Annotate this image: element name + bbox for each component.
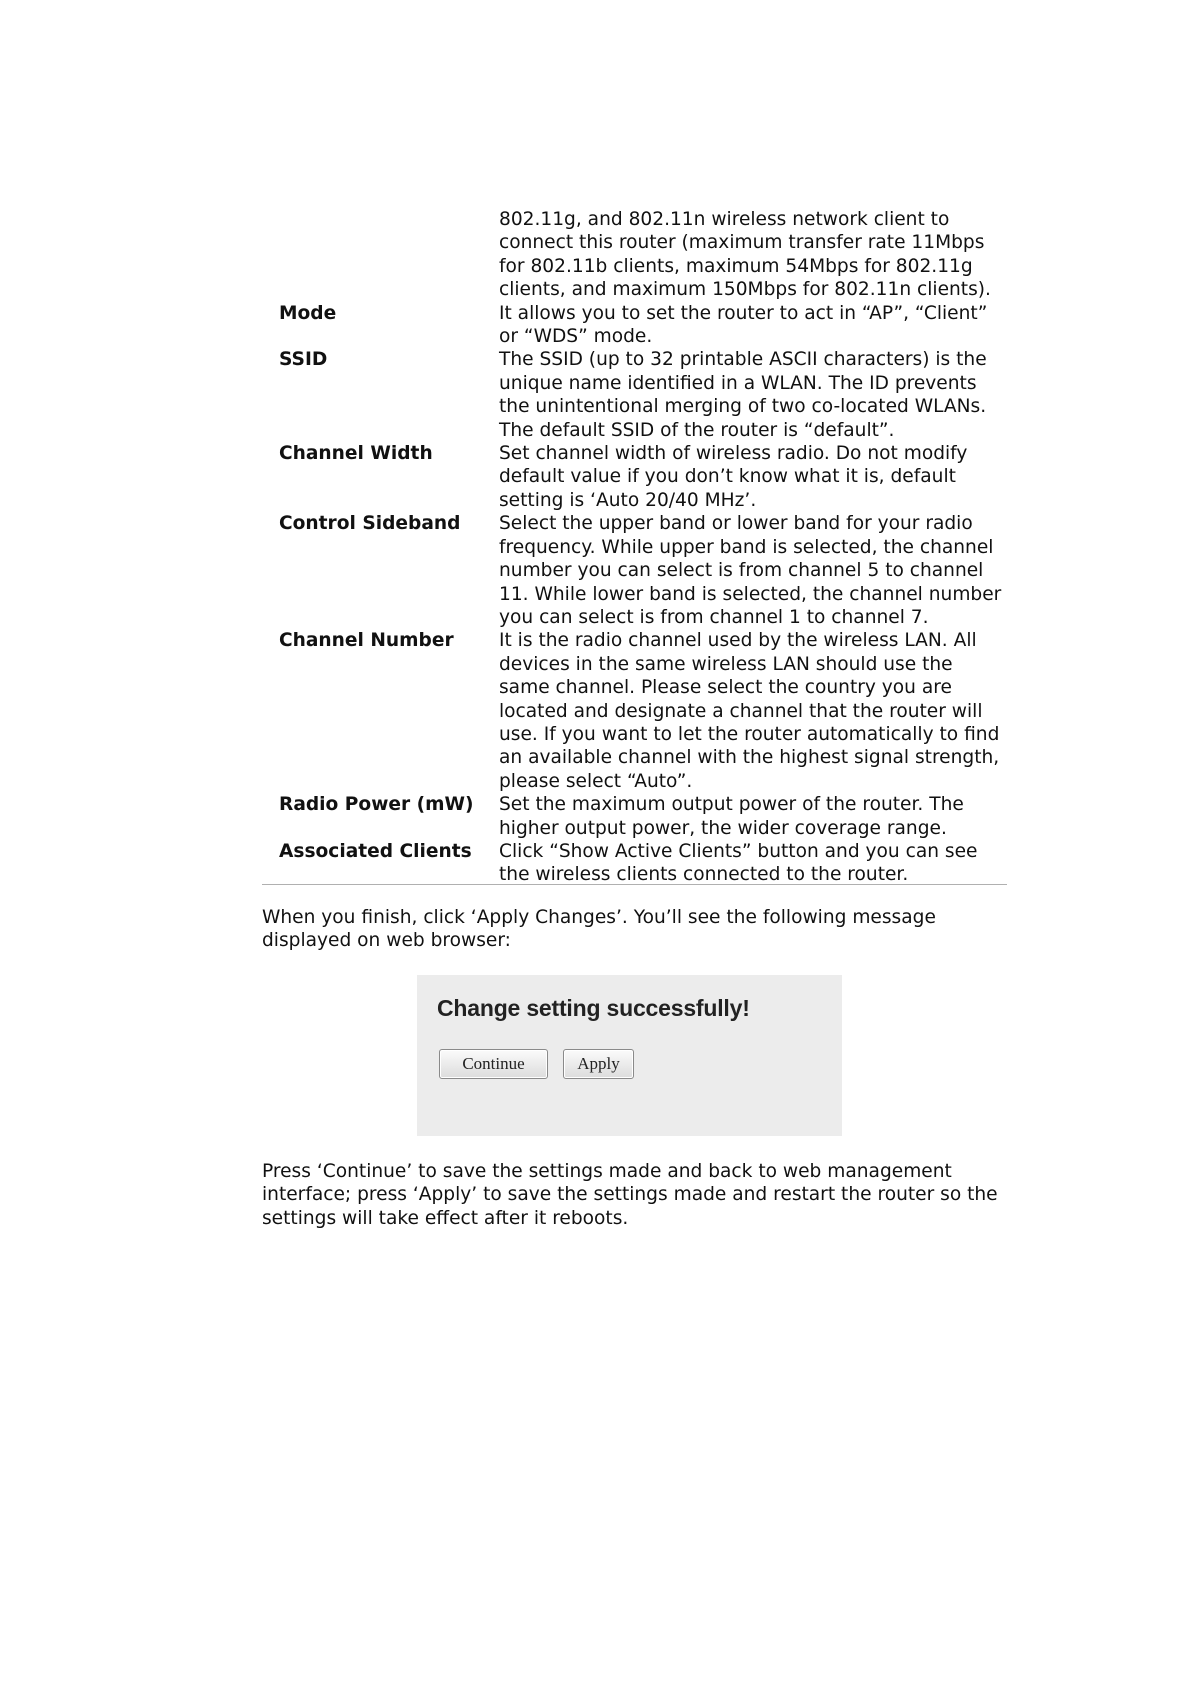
- description-line: Click “Show Active Clients” button and you can see: [499, 840, 978, 862]
- description-line: Set the maximum output power of the router. The: [499, 794, 964, 816]
- parameter-row: [262, 840, 1007, 887]
- success-dialog-screenshot: [417, 975, 842, 1136]
- apply-button[interactable]: Apply: [563, 1049, 634, 1079]
- description-line: connect this router (maximum transfer rate 11Mbps: [499, 232, 985, 254]
- description-line: or “WDS” mode.: [499, 326, 653, 348]
- description-line: higher output power, the wider coverage range.: [499, 817, 947, 839]
- parameter-row: [262, 793, 1007, 840]
- description-line: please select “Auto”.: [499, 770, 693, 792]
- parameter-description: [499, 302, 1007, 349]
- paragraph-line: When you finish, click ‘Apply Changes’. You’ll see the following message: [262, 907, 936, 928]
- parameter-row: [262, 629, 1007, 793]
- press-paragraph: [262, 1160, 1007, 1230]
- paragraph-line: displayed on web browser:: [262, 930, 511, 952]
- parameter-description: [499, 512, 1007, 629]
- parameter-description: [499, 793, 1007, 840]
- parameter-row: [262, 208, 1007, 302]
- paragraph-line: interface; press ‘Apply’ to save the settings made and restart the router so the: [262, 1184, 998, 1206]
- parameter-term: Channel Number: [279, 630, 454, 652]
- parameter-description: [499, 348, 1007, 442]
- description-line: 11. While lower band is selected, the channel number: [499, 583, 1002, 605]
- description-line: the wireless clients connected to the router.: [499, 864, 909, 886]
- description-line: Set channel width of wireless radio. Do not modify: [499, 443, 968, 465]
- description-line: frequency. While upper band is selected, the channel: [499, 536, 994, 558]
- paragraph-line: settings will take effect after it reboots.: [262, 1207, 629, 1229]
- description-line: The default SSID of the router is “default”.: [499, 419, 895, 441]
- description-line: 802.11g, and 802.11n wireless network client to: [499, 209, 950, 230]
- parameter-row: [262, 302, 1007, 349]
- description-line: the unintentional merging of two co-located WLANs.: [499, 396, 987, 418]
- description-line: It allows you to set the router to act in “AP”, “Client”: [499, 302, 988, 324]
- parameter-term: Control Sideband: [279, 513, 461, 535]
- parameter-term: Associated Clients: [279, 840, 472, 862]
- table-divider: [262, 884, 1007, 885]
- parameter-row: [262, 442, 1007, 512]
- description-line: located and designate a channel that the router will: [499, 700, 983, 722]
- paragraph-line: Press ‘Continue’ to save the settings made and back to web management: [262, 1161, 952, 1182]
- parameter-term: [262, 208, 499, 302]
- parameter-description: [499, 840, 1007, 887]
- description-line: you can select is from channel 1 to channel 7.: [499, 606, 929, 628]
- parameter-term: Radio Power (mW): [279, 794, 474, 816]
- parameter-description: [499, 208, 1007, 302]
- description-line: unique name identified in a WLAN. The ID prevents: [499, 372, 977, 394]
- description-line: devices in the same wireless LAN should use the: [499, 653, 953, 675]
- parameter-row: [262, 348, 1007, 442]
- description-line: use. If you want to let the router automatically to find: [499, 723, 1000, 745]
- description-line: for 802.11b clients, maximum 54Mbps for 802.11g: [499, 255, 973, 277]
- continue-button[interactable]: Continue: [439, 1049, 548, 1079]
- description-line: an available channel with the highest signal strength,: [499, 747, 1000, 769]
- parameter-term: SSID: [279, 349, 328, 371]
- success-message: Change setting successfully!: [437, 995, 750, 1021]
- finish-paragraph: [262, 906, 1007, 953]
- parameter-description: [499, 629, 1007, 793]
- parameter-term: Mode: [279, 302, 337, 324]
- description-line: The SSID (up to 32 printable ASCII characters) is the: [499, 349, 987, 371]
- description-line: same channel. Please select the country you are: [499, 677, 952, 699]
- description-line: number you can select is from channel 5 to channel: [499, 560, 984, 582]
- description-line: Select the upper band or lower band for your radio: [499, 513, 973, 535]
- description-line: clients, and maximum 150Mbps for 802.11n clients).: [499, 279, 991, 301]
- parameter-description: [499, 442, 1007, 512]
- description-line: It is the radio channel used by the wireless LAN. All: [499, 630, 977, 652]
- parameter-term: Channel Width: [279, 443, 433, 465]
- parameter-table: [262, 208, 1007, 887]
- parameter-row: [262, 512, 1007, 629]
- description-line: default value if you don’t know what it is, default: [499, 466, 956, 488]
- description-line: setting is ‘Auto 20/40 MHz’.: [499, 489, 757, 511]
